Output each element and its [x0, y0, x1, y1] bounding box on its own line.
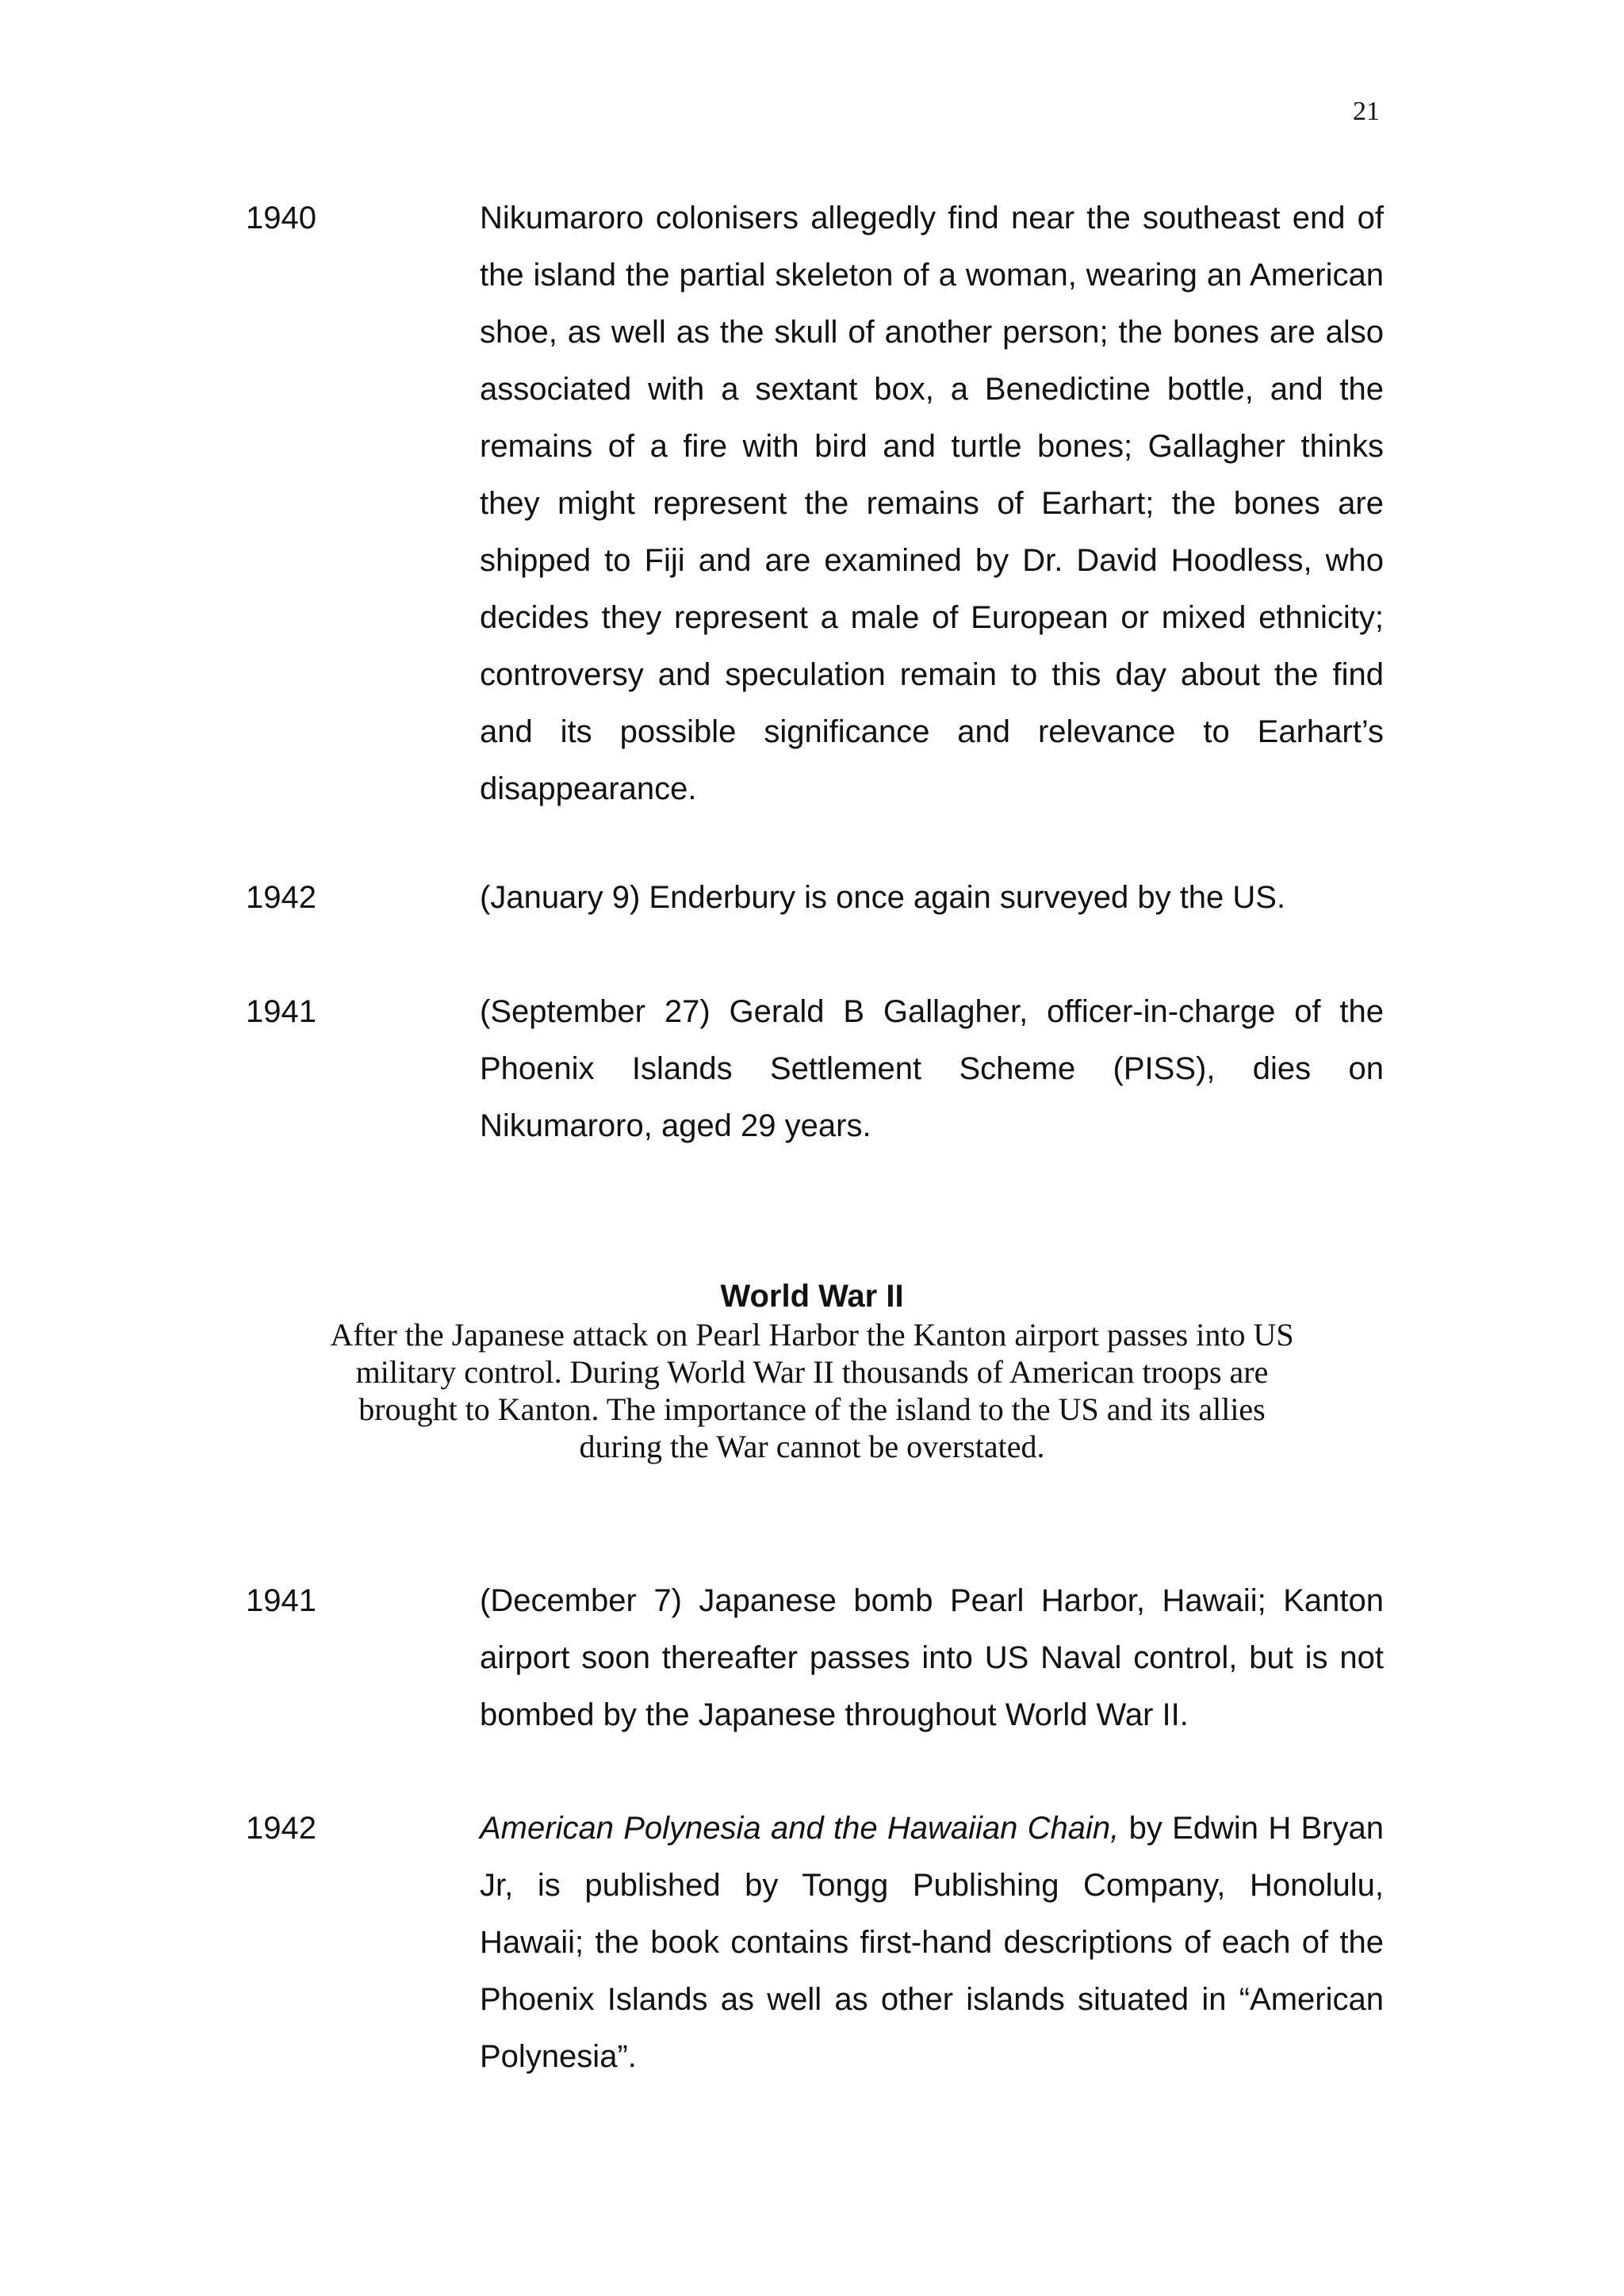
section-world-war-ii [0, 1276, 1624, 1465]
entry-text-remainder: by Edwin H Bryan Jr, is published by Tongg Publishing Company, Honolulu, Hawaii; the book contains first-hand descriptions of each of the Phoenix Islands as well as other islands situated in “American Polynesia”. [480, 1811, 1384, 2074]
entry-year: 1941 [246, 994, 316, 1029]
entry-text: (September 27) Gerald B Gallagher, officer-in-charge of the Phoenix Islands Settlement Scheme (PISS), dies on Nikumaroro, aged 29 years. [480, 994, 1384, 1143]
entry-text [480, 1800, 1384, 2085]
entry-year: 1942 [246, 880, 316, 915]
page-number: 21 [1353, 97, 1380, 126]
entry-text: (January 9) Enderbury is once again surveyed by the US. [480, 880, 1286, 915]
entry-year: 1940 [246, 201, 316, 235]
entry-year: 1942 [246, 1811, 316, 1846]
section-title: World War II [720, 1279, 904, 1314]
section-summary: After the Japanese attack on Pearl Harbor the Kanton airport passes into US military control. During World War II thousands of American troops are brought to Kanton. The importance of the island to the US and its allies during the War cannot be overstated. [330, 1317, 1294, 1464]
entry-text: Nikumaroro colonisers allegedly find near the southeast end of the island the partial skeleton of a woman, wearing an American shoe, as well as the skull of another person; the bones are also associated with a sextant box, a Benedictine bottle, and the remains of a fire with bird and turtle bones; Gallagher thinks they might represent the remains of Earhart; the bones are shipped to Fiji and are examined by Dr. David Hoodless, who decides they represent a male of European or mixed ethnicity; controversy and speculation remain to this day about the find and its possible significance and relevance to Earhart’s disappearance. [480, 201, 1384, 806]
book-title: American Polynesia and the Hawaiian Chain, [480, 1811, 1120, 1846]
entry-text: (December 7) Japanese bomb Pearl Harbor, Hawaii; Kanton airport soon thereafter passes into US Naval control, but is not bombed by the Japanese throughout World War II. [480, 1583, 1384, 1732]
entry-year: 1941 [246, 1583, 316, 1618]
